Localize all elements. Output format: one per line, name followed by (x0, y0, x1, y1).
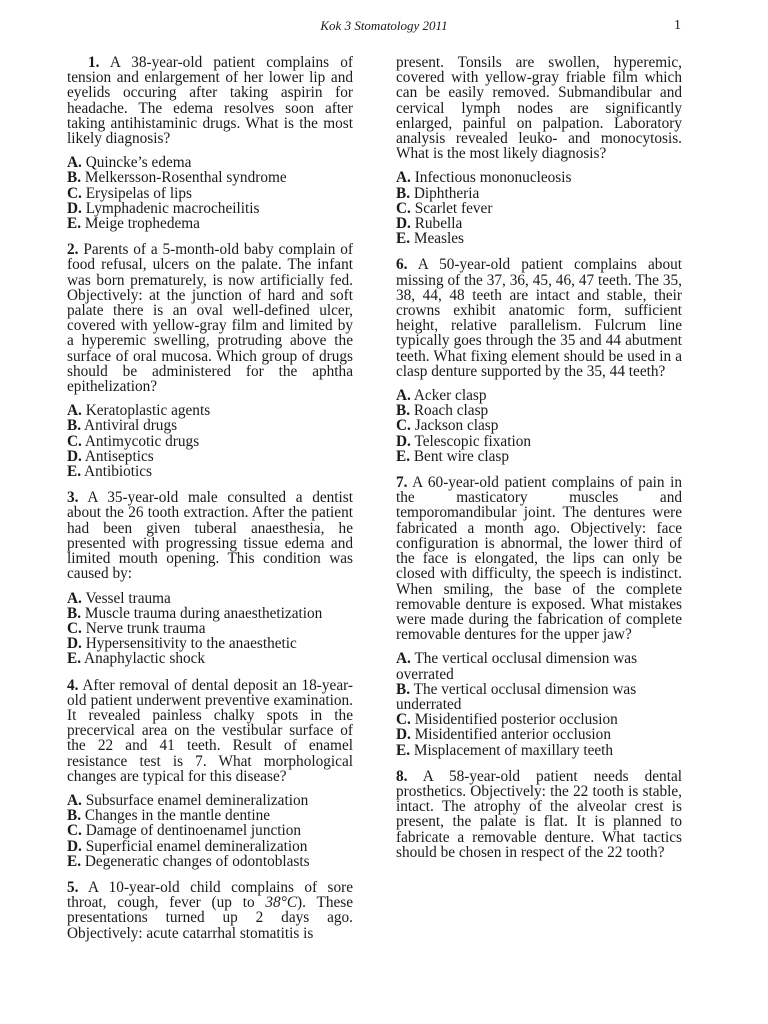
option-letter: D. (67, 837, 82, 855)
question-stem (67, 678, 353, 784)
option-letter: A. (67, 402, 82, 420)
answer-option (67, 606, 353, 621)
answer-option (67, 793, 353, 808)
option-text: Misidentified posterior occlusion (414, 711, 618, 729)
option-text: Bent wire clasp (413, 447, 510, 465)
question-2 (67, 242, 353, 479)
option-letter: D. (396, 215, 411, 233)
option-text: Quincke’s edema (85, 154, 192, 172)
answer-option (396, 449, 682, 464)
option-text: Jackson clasp (414, 417, 499, 435)
option-text: Nerve trunk trauma (85, 619, 206, 637)
option-letter: A. (396, 650, 411, 668)
option-letter: E. (396, 230, 411, 248)
answer-option (396, 201, 682, 216)
page-number: 1 (674, 18, 681, 33)
question-stem (396, 769, 682, 860)
option-text: Hypersensitivity to the anaesthetic (85, 635, 297, 653)
answer-option (67, 155, 353, 170)
answer-option (67, 434, 353, 449)
answer-option (67, 449, 353, 464)
question-text-part1: A 10-year-old child complains of sore throat, cough, fever (up to (67, 878, 353, 912)
temperature-value: 38°C (265, 894, 298, 912)
option-text: Diphtheria (413, 184, 480, 202)
option-text: Scarlet fever (414, 199, 493, 217)
question-text: A 50-year-old patient complains about missing of the 37, 36, 45, 46, 47 teeth. The 35, 38, 44, 48 teeth are intact and stable, their crowns exhibit anatomic form, sufficient height, relative parallelism. Fulcrum line typically goes through the 35 and 44 abutment teeth. What fixing element should be used in a clasp denture supported by the 35, 44 teeth? (396, 256, 682, 380)
option-letter: B. (396, 402, 411, 420)
option-text: Measles (413, 230, 464, 248)
answer-option (396, 682, 682, 712)
option-letter: B. (67, 169, 82, 187)
question-number: 1. (88, 54, 100, 71)
question-stem (396, 257, 682, 379)
option-letter: C. (67, 432, 82, 450)
question-stem (67, 490, 353, 581)
question-stem (396, 475, 682, 642)
option-text: Antibiotics (84, 463, 153, 481)
question-number: 4. (67, 676, 79, 694)
document-title: Kok 3 Stomatology 2011 (320, 18, 448, 33)
answer-option (67, 418, 353, 433)
option-letter: E. (67, 852, 82, 870)
answer-option (67, 403, 353, 418)
question-number: 5. (67, 878, 79, 896)
option-text: Erysipelas of lips (85, 184, 192, 202)
option-letter: C. (67, 184, 82, 202)
option-letter: A. (67, 791, 82, 809)
question-7 (396, 475, 682, 758)
question-5-continued (396, 55, 682, 246)
answer-option (396, 388, 682, 403)
option-letter: A. (396, 169, 411, 187)
answer-option (396, 434, 682, 449)
option-letter: D. (67, 199, 82, 217)
option-letter: B. (396, 680, 411, 698)
answer-option (396, 418, 682, 433)
question-4 (67, 678, 353, 869)
right-column (396, 55, 682, 871)
question-text: A 60-year-old patient complains of pain in the masticatory muscles and temporomandibular joint. The dentures were fabricated a month ago. Objectively: face configuration is abnormal, the lower third of the face is elongated, the lips can only be closed with difficulty, the speech is indistinct. When smiling, the base of the complete removable denture is exposed. What mistakes were made during the fabrication of complete removable dentures for the upper jaw? (396, 474, 682, 644)
option-text: Anaphylactic shock (84, 650, 206, 668)
option-text: Lymphadenic macrocheilitis (85, 199, 260, 217)
answer-option (396, 727, 682, 742)
option-letter: B. (396, 184, 411, 202)
question-text: A 35-year-old male consulted a dentist about the 26 tooth extraction. After the patient had been given tuberal anaesthesia, he presented with progressing tissue edema and limited mouth opening. This condition was caused by: (67, 489, 353, 583)
answer-option (67, 651, 353, 666)
question-number: 7. (396, 474, 408, 492)
option-text: Antiviral drugs (84, 417, 178, 435)
question-text-part2: ). These presentations turned up 2 days ago. Objectively: acute catarrhal stomatitis is (67, 894, 353, 942)
answer-option (67, 621, 353, 636)
option-letter: E. (67, 463, 82, 481)
option-letter: B. (67, 417, 82, 435)
answer-option (67, 636, 353, 651)
option-text: Damage of dentinoenamel junction (85, 822, 302, 840)
page-header (0, 18, 768, 38)
option-letter: E. (396, 447, 411, 465)
question-stem (67, 55, 353, 146)
option-text: Misidentified anterior occlusion (414, 726, 611, 744)
question-text-continuation: present. Tonsils are swollen, hyperemic, covered with yellow-gray friable film which can be easily removed. Submandibular and cervical lymph nodes are significantly enlarged, painful on palpation. Laboratory analysis revealed leuko- and monocytosis. What is the most likely diagnosis? (396, 54, 682, 163)
question-stem (67, 880, 353, 941)
option-text: Roach clasp (413, 402, 489, 420)
option-text: Vessel trauma (85, 589, 171, 607)
question-number: 6. (396, 256, 408, 274)
option-text: Subsurface enamel demineralization (85, 791, 309, 809)
answer-option (67, 808, 353, 823)
option-text: Antimycotic drugs (84, 432, 200, 450)
option-text: The vertical occlusal dimension was underrated (396, 680, 637, 713)
answer-option (396, 743, 682, 758)
question-number: 2. (67, 241, 79, 259)
option-letter: A. (67, 154, 82, 172)
option-text: Keratoplastic agents (85, 402, 211, 420)
answer-option (67, 839, 353, 854)
option-letter: C. (396, 711, 411, 729)
option-text: Telescopic fixation (414, 432, 532, 450)
question-number: 3. (67, 489, 79, 507)
answer-option (67, 201, 353, 216)
answer-option (396, 712, 682, 727)
option-text: Muscle trauma during anaesthetization (84, 604, 323, 622)
option-letter: A. (396, 387, 411, 405)
option-text: Degeneratic changes of odontoblasts (84, 852, 310, 870)
option-letter: D. (396, 726, 411, 744)
question-text: Parents of a 5-month-old baby complain of food refusal, ulcers on the palate. The infant was born prematurely, is now artificially fed. Objectively: at the junction of hard and soft palate there is an oval well-defined ulcer, covered with yellow-gray film and limited by a hyperemic swelling, protruding above the surface of oral mucosa. Which group of drugs should be administered for the aphtha epithelization? (67, 241, 353, 396)
option-letter: E. (67, 215, 82, 233)
option-letter: A. (67, 589, 82, 607)
question-1 (67, 55, 353, 231)
left-column (67, 55, 353, 952)
question-stem (67, 242, 353, 394)
option-letter: C. (396, 199, 411, 217)
answer-option (67, 591, 353, 606)
option-letter: C. (67, 619, 82, 637)
question-text: A 58-year-old patient needs dental prosthetics. Objectively: the 22 tooth is stable, intact. The atrophy of the alveolar crest is present, the palate is flat. It is planned to fabricate a removable denture. What tactics should be chosen in respect of the 22 tooth? (396, 767, 682, 861)
option-text: Antiseptics (84, 447, 154, 465)
answer-option (67, 186, 353, 201)
question-8 (396, 769, 682, 860)
answer-option (67, 216, 353, 231)
option-text: Infectious mononucleosis (414, 169, 572, 187)
option-text: Superficial enamel demineralization (85, 837, 308, 855)
option-text: Rubella (414, 215, 463, 233)
question-text: A 38-year-old patient complains of tension and enlargement of her lower lip and eyelids occuring after taking aspirin for headache. The edema resolves soon after taking antihistaminic drugs. What is the most likely diagnosis? (67, 54, 353, 148)
option-letter: D. (67, 447, 82, 465)
answer-option (67, 170, 353, 185)
option-text: The vertical occlusal dimension was overrated (396, 650, 638, 683)
option-text: Misplacement of maxillary teeth (413, 741, 614, 759)
option-letter: B. (67, 807, 82, 825)
option-letter: B. (67, 604, 82, 622)
option-letter: D. (396, 432, 411, 450)
option-text: Changes in the mantle dentine (84, 807, 271, 825)
option-letter: E. (396, 741, 411, 759)
question-3 (67, 490, 353, 666)
answer-option (396, 403, 682, 418)
question-text: After removal of dental deposit an 18-year-old patient underwent preventive examination. It revealed painless chalky spots in the precervical area on the vestibular surface of the 22 and 41 teeth. Result of enamel resistance test is 7. What morphological changes are typical for this disease? (67, 676, 353, 785)
answer-option (396, 186, 682, 201)
option-letter: C. (67, 822, 82, 840)
question-5 (67, 880, 353, 941)
option-letter: E. (67, 650, 82, 668)
answer-option (396, 231, 682, 246)
option-letter: C. (396, 417, 411, 435)
answer-option (396, 216, 682, 231)
answer-option (67, 854, 353, 869)
answer-option (396, 170, 682, 185)
answer-option (67, 823, 353, 838)
answer-option (67, 464, 353, 479)
answer-option (396, 651, 682, 681)
option-text: Melkersson-Rosenthal syndrome (84, 169, 287, 187)
question-number: 8. (396, 767, 408, 785)
question-6 (396, 257, 682, 464)
option-letter: D. (67, 635, 82, 653)
option-text: Meige trophedema (84, 215, 200, 233)
option-text: Acker clasp (413, 387, 487, 405)
